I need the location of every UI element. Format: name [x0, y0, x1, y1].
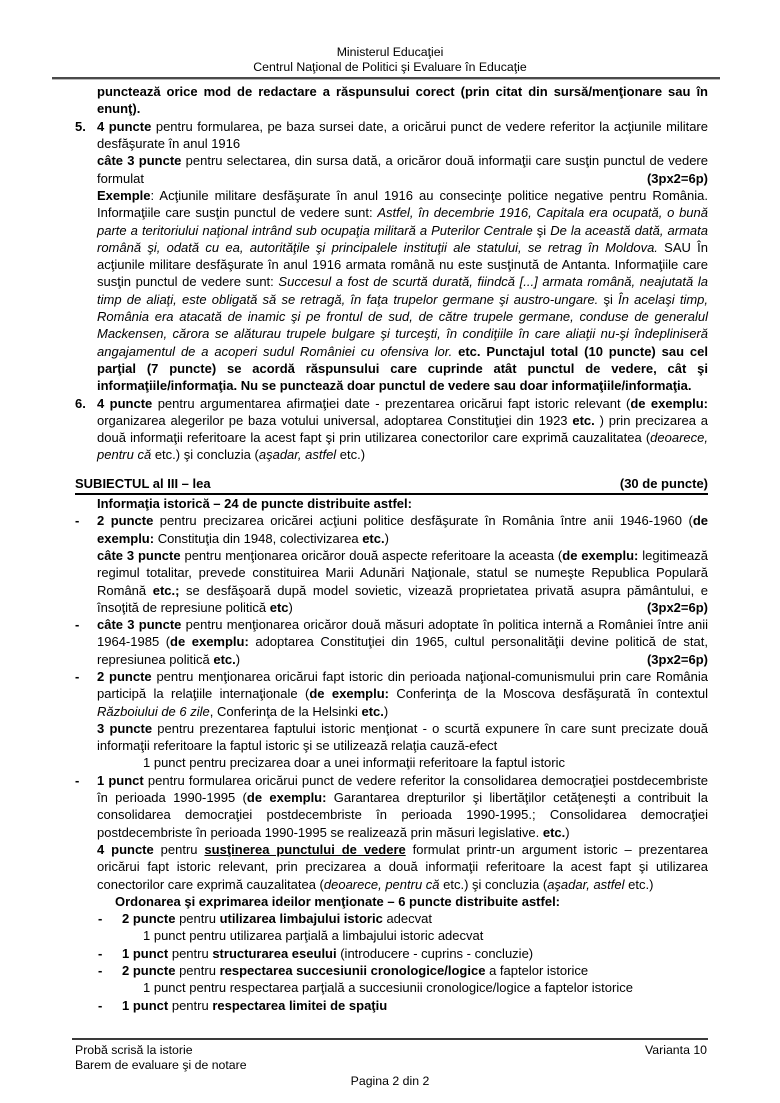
text-run: utilizarea limbajului istoric [219, 911, 383, 927]
text-run: pentru [179, 911, 220, 927]
text-run: câte 3 puncte [97, 153, 186, 169]
list-marker: - [75, 617, 80, 633]
text-run: etc. [572, 412, 595, 428]
list-marker: - [75, 513, 80, 529]
list-marker: - [75, 772, 80, 788]
text-run: etc. [542, 824, 566, 840]
text-run: pentru selectarea, din sursa dată, a oricăror două informaţii care susţin punctul de vedere formulat [97, 153, 708, 186]
text-run: pentru menţionarea oricăror două aspecte referitoare la aceasta ( [184, 547, 563, 563]
text-run: etc.) [624, 876, 654, 892]
text-run: deoarece, pentru că [323, 876, 440, 892]
rubric-paragraph [75, 910, 708, 927]
text-run: pentru [179, 963, 220, 979]
text-run: SAU În acţiunile militare desfăşurate în anul 1916 armata română nu este susţinută de Antanta. Informaţiile care susţin punctul de vedere sunt: [97, 239, 709, 290]
exam-name: Probă scrisă la istorie [75, 1042, 193, 1057]
text-run: de exemplu: [97, 513, 708, 546]
text-run: de exemplu: [630, 395, 708, 411]
text-run: organizarea alegerilor pe baza votului universal, adoptarea Constituţiei din 1923 [97, 412, 573, 428]
rubric-paragraph [75, 668, 708, 720]
text-run: Războiului de 6 zile [97, 703, 210, 719]
list-marker: - [75, 668, 80, 684]
rubric-paragraph [97, 547, 708, 616]
text-run: 1 punct [122, 997, 172, 1013]
rubric-paragraph [97, 720, 708, 755]
list-marker: 6. [75, 395, 86, 411]
footer-rule [72, 1038, 708, 1040]
text-run: Constituţia din 1948, colectivizarea [154, 530, 363, 546]
header-rule [52, 77, 720, 80]
text-run: 1 punct pentru precizarea doar a unei informaţii referitoare la faptul istoric [143, 755, 565, 771]
points-note: (3px2=6p) [646, 599, 708, 615]
text-run: pentru [171, 945, 213, 961]
text-run: adecvat [382, 911, 432, 927]
text-run: ) [565, 824, 570, 840]
text-run: etc.) şi concluzia ( [439, 876, 548, 892]
text-run: Succesul a fost de scurtă durată, fiindcă [...] armata română, neajutată la timp de aliaţi, este obligată să se retragă, în faţa trupelor germane şi austro-ungare. [97, 274, 708, 307]
text-run: ) [384, 530, 389, 546]
text-run: câte 3 puncte [97, 617, 186, 633]
subject-points: (30 de puncte) [619, 475, 708, 491]
text-run: respectarea limitei de spaţiu [212, 997, 388, 1013]
page-header [0, 0, 780, 74]
rubric-paragraph [75, 512, 708, 547]
text-run: pentru menţionarea oricărui fapt istoric din perioada naţional-comunismului prin care România participă la relaţiile internaţionale ( [97, 668, 709, 702]
text-run: structurarea eseului [212, 945, 337, 961]
subject-heading [75, 475, 708, 495]
text-run: formulat printr-un argument istoric – prezentarea oricărui fapt istoric relevant, prin precizarea a două informaţii referitoare la acest fapt şi utilizarea conectorilor care exprimă cauzalitatea ( [97, 841, 708, 892]
text-run: etc. [362, 530, 385, 546]
text-run: 3 puncte [97, 720, 158, 736]
text-run: 1 punct pentru utilizarea parţială a limbajului istoric adecvat [143, 928, 484, 944]
text-run: aşadar, astfel [258, 447, 337, 463]
text-run: , Conferinţa de la Helsinki [209, 703, 362, 719]
text-run: (introducere - cuprins - concluzie) [336, 945, 534, 961]
footer-left [75, 1043, 247, 1073]
text-run: punctează orice mod de redactare a răspunsului corect (prin citat din sursă/menţionare sau în enunţ). [97, 84, 708, 117]
text-run: şi [532, 222, 551, 238]
text-run: câte 3 puncte [97, 547, 185, 563]
text-run: 2 puncte [122, 963, 180, 979]
text-run: Punctajul total (10 puncte) sau cel parţial (7 puncte) se acordă răspunsului care cuprinde atât punctul de vedere, cât şi informaţiile/informaţia. Nu se punctează doar punctul de vedere sau doar informaţiile/informaţia. [97, 343, 709, 394]
text-run: ) [288, 599, 293, 615]
text-run: pentru prezentarea faptului istoric menţionat - o scurtă expunere în care sunt precizate două informaţii referitoare la faptul istoric şi se utilizează relaţia cauză-efect [97, 720, 708, 754]
points-note: (3px2=6p) [646, 651, 708, 667]
text-run: Exemple [97, 187, 151, 203]
center-name: Centrul Naţional de Politici şi Evaluare în Educaţie [253, 59, 527, 74]
text-run: Astfel, în decembrie 1916, Capitala era ocupată, o bună parte a teritoriului naţional intrând sub ocupaţia militară a Puterilor Centrale [97, 205, 708, 238]
text-run: În acelaşi timp, România era atacată de inamic şi pe frontul de sud, de către trupele germane, conduse de generalul Mackensen, cărora se alăturau trupele bulgare şi turceşti, în condiţiile în care aliaţii nu-şi îndepliniseră angajamentul de a acoperi sudul României cu ofensiva lor. [97, 291, 709, 359]
text-run: Garantarea drepturilor şi libertăţilor cetăţeneşti a contribuit la consolidarea democraţiei postdecembriste în perioada 1990-1995.; Consolidarea democraţiei postdecembriste în perioada 1990-1995 se realizează prin măsuri legislative. [97, 790, 708, 840]
text-run: 2 puncte [97, 668, 157, 684]
text-run: etc. [361, 703, 384, 719]
rubric-paragraph [75, 997, 708, 1014]
rubric-paragraph [75, 945, 708, 962]
text-run: pentru [171, 997, 213, 1013]
rubric-paragraph [97, 495, 708, 512]
variant-label: Varianta 10 [645, 1042, 707, 1057]
rubric-paragraph [97, 152, 708, 187]
text-run: şi [598, 291, 619, 307]
list-marker: 5. [75, 118, 86, 134]
text-run: ) [235, 651, 241, 667]
text-run: pentru formularea oricărui punct de vedere referitor la consolidarea democraţiei postdecembriste în perioada 1990-1995 ( [97, 772, 708, 806]
rubric-paragraph [97, 187, 708, 395]
document-type: Barem de evaluare şi de notare [75, 1057, 247, 1072]
text-run: ) [383, 703, 389, 719]
text-run: pentru argumentarea afirmaţiei date - prezentarea oricărui fapt istoric relevant ( [157, 395, 631, 411]
rubric-paragraph [75, 772, 708, 841]
rubric-paragraph [75, 616, 708, 668]
text-run: etc. [213, 651, 236, 667]
text-run: Ordonarea şi exprimarea ideilor menţionate – 6 puncte distribuite astfel: [115, 893, 561, 909]
text-run: de exemplu: [562, 547, 639, 563]
footer-row [75, 1043, 707, 1073]
text-run: pentru [160, 841, 205, 857]
text-run: se desfăşoară după model sovietic, vizează proprietatea privată asupra pământului, e însoţită de represiune politică [97, 582, 709, 615]
text-run: adoptarea Constituţiei din 1965, cultul personalităţii devine politică de stat, represiunea politică [97, 634, 708, 667]
text-run: de exemplu: [246, 790, 327, 806]
rubric-paragraph [75, 962, 708, 979]
ministry-name: Ministerul Educaţiei [336, 45, 444, 59]
text-run: etc [269, 599, 289, 615]
list-marker: - [98, 997, 103, 1013]
text-run: a faptelor istorice [485, 963, 589, 979]
list-marker: - [98, 945, 103, 961]
text-run: legitimează regimul totalitar, prevede constituirea Marii Adunări Naţionale, statul se numeşte Republica Populară Română [97, 547, 708, 598]
page-footer [0, 1038, 780, 1089]
rubric-paragraph [75, 395, 708, 464]
text-run: Informaţia istorică – 24 de puncte distribuite astfel: [97, 496, 412, 512]
text-run: pentru menţionarea oricăror două măsuri adoptate în politica internă a României între anii 1964-1985 ( [97, 617, 708, 650]
text-run: 2 puncte [97, 513, 160, 529]
points-note: (3px2=6p) [646, 170, 708, 186]
list-marker: - [98, 963, 103, 979]
text-run: 1 punct [97, 772, 148, 788]
rubric-paragraph [75, 118, 708, 153]
text-run: pentru precizarea oricărei acţiuni politice desfăşurate în România între anii 1946-1960 ( [159, 513, 693, 529]
text-run: etc.) şi concluzia ( [151, 447, 259, 463]
text-run: 1 punct [122, 945, 172, 961]
text-run: 1 punct pentru respectarea parţială a succesiunii cronologice/logice a faptelor istorice [143, 980, 633, 996]
text-run: aşadar, astfel [547, 876, 625, 892]
text-run: etc. [452, 343, 487, 359]
list-marker: - [98, 911, 103, 927]
rubric-paragraph [143, 927, 708, 944]
text-run: ) prin precizarea a două informaţii referitoare la acest fapt şi prin utilizarea conectorilor care exprimă cauzalitatea ( [97, 412, 708, 446]
text-run: deoarece, pentru că [97, 430, 708, 463]
text-run: De la această dată, armata română şi, odată cu ea, autorităţile şi principalele instituţii ale statului, se retrag în Moldova. [97, 222, 708, 255]
document-body [75, 83, 708, 1014]
text-run: pentru formularea, pe baza sursei date, a oricărui punct de vedere referitor la acţiunile militare desfăşurate în anul 1916 [97, 118, 708, 152]
rubric-paragraph [143, 754, 708, 771]
text-run: susţinerea punctului de vedere [204, 841, 406, 857]
rubric-paragraph [97, 841, 708, 893]
page-number: Pagina 2 din 2 [350, 1073, 430, 1088]
text-run: de exemplu: [309, 686, 389, 702]
text-run: etc.) [336, 447, 366, 463]
text-run: Conferinţa de la Moscova desfăşurată în contextul [388, 686, 708, 702]
text-run: etc.; [152, 582, 180, 598]
text-run: respectarea succesiunii cronologice/logice [219, 963, 486, 979]
text-run: 4 puncte [97, 118, 156, 134]
subject-title: SUBIECTUL al III – lea [75, 475, 211, 491]
rubric-paragraph [97, 83, 708, 118]
text-run: 4 puncte [97, 841, 161, 857]
rubric-paragraph [143, 979, 708, 996]
text-run: : Acţiunile militare desfăşurate în anul 1916 au consecinţe politice negative pentru România. Informaţiile care susţin punctul de vedere sunt: [97, 187, 708, 221]
text-run: de exemplu: [170, 634, 249, 650]
text-run: 2 puncte [122, 911, 180, 927]
rubric-paragraph [115, 893, 708, 910]
text-run: 4 puncte [97, 395, 158, 411]
